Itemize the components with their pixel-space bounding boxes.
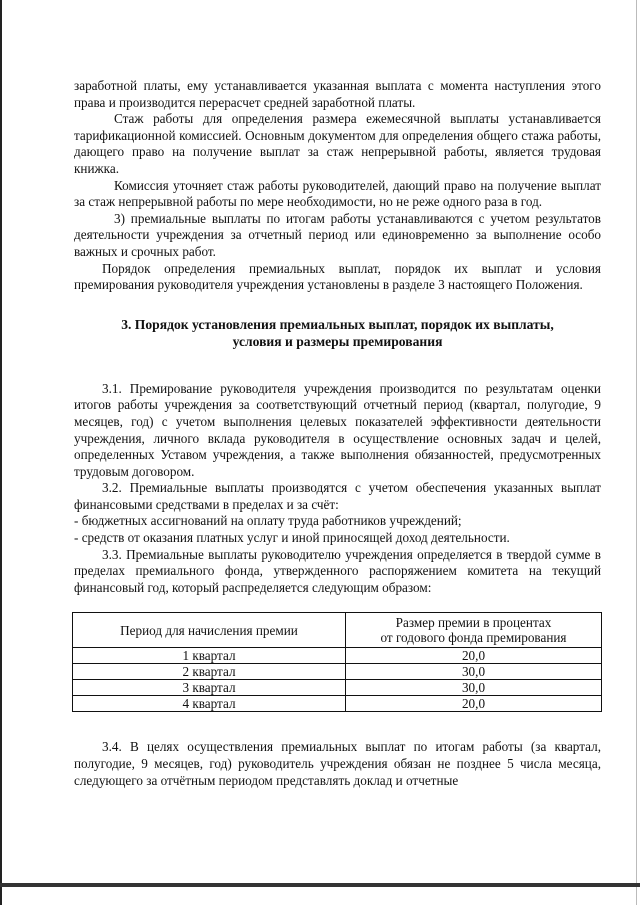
table-header-percent (346, 613, 602, 648)
section-3-heading-line1: 3. Порядок установления премиальных выплат, порядок их выплаты, (121, 316, 554, 332)
table-row (73, 680, 602, 696)
section-3-heading (74, 316, 601, 350)
paragraph-3-1: 3.1. Премирование руководителя учреждения производится по результатам оценки итогов работы учреждения за соответствующий отчетный период (квартал, полугодие, 9 месяцев, год) с учетом выполнения целевых показателей эффективности деятельности учреждения, личного вклада руководителя в осуществление основных задач и целей, определенных Уставом учреждения, а также выполнения обязанностей, предусмотренных трудовым договором. (74, 380, 601, 479)
paragraph-bonus-payments: 3) премиальные выплаты по итогам работы устанавливаются с учетом результатов деятельности учреждения за отчетный период или единовременно за выполнение особо важных и срочных работ. (74, 210, 601, 259)
table-header-period: Период для начисления премии (73, 613, 346, 648)
table-row (73, 696, 602, 712)
page-bottom-edge (0, 883, 640, 887)
table-cell-percent: 20,0 (346, 648, 602, 664)
document-page (74, 78, 601, 789)
table-row (73, 648, 602, 664)
table-cell-period: 4 квартал (73, 696, 346, 712)
table-cell-percent: 30,0 (346, 680, 602, 696)
list-item-budget: - бюджетных ассигнований на оплату труда работников учреждений; (74, 513, 462, 529)
paragraph-3-3: 3.3. Премиальные выплаты руководителю учреждения определяется в твердой сумме в пределах премиального фонда, утвержденного распоряжением комитета на текущий финансовый год, который распределяется следующим образом: (74, 546, 601, 595)
paragraph-3-2: 3.2. Премиальные выплаты производятся с учетом обеспечения указанных выплат финансовыми средствами в пределах и за счёт: (74, 480, 601, 512)
table-cell-period: 2 квартал (73, 664, 346, 680)
table-cell-period: 1 квартал (73, 648, 346, 664)
bonus-distribution-table (72, 612, 602, 712)
table-header-percent-line1: Размер премии в процентах (395, 615, 552, 631)
paragraph-experience: Стаж работы для определения размера ежемесячной выплаты устанавливается тарификационной комиссией. Основным документом для определения общего стажа работы, дающего право на получение выплат за стаж непрерывной работы, является трудовая книжка. (74, 111, 601, 176)
table-cell-period: 3 квартал (73, 680, 346, 696)
table-row (73, 664, 602, 680)
paragraph-3-4: 3.4. В целях осуществления премиальных выплат по итогам работы (за квартал, полугодие, 9 месяцев, год) руководитель учреждения обязан не позднее 5 числа месяца, следующего за отчётным периодом представлять доклад и отчетные (74, 739, 601, 788)
page-left-edge (0, 0, 2, 905)
page-right-edge (636, 0, 637, 905)
section-3-heading-line2: условия и размеры премирования (232, 333, 443, 349)
paragraph-bonus-order: Порядок определения премиальных выплат, порядок их выплат и условия премирования руководителя учреждения установлены в разделе 3 настоящего Положения. (74, 260, 601, 293)
list-item-paid-services: - средств от оказания платных услуг и иной приносящей доход деятельности. (74, 530, 510, 546)
paragraph-salary-recalc: заработной платы, ему устанавливается указанная выплата с момента наступления этого права и производится перерасчет средней заработной платы. (74, 78, 601, 110)
table-cell-percent: 20,0 (346, 696, 602, 712)
table-header-row (73, 613, 602, 648)
paragraph-commission: Комиссия уточняет стаж работы руководителей, дающий право на получение выплат за стаж непрерывной работы по мере необходимости, но не реже одного раза в год. (74, 177, 601, 210)
table-cell-percent: 30,0 (346, 664, 602, 680)
table-header-percent-line2: от годового фонда премирования (380, 630, 567, 646)
